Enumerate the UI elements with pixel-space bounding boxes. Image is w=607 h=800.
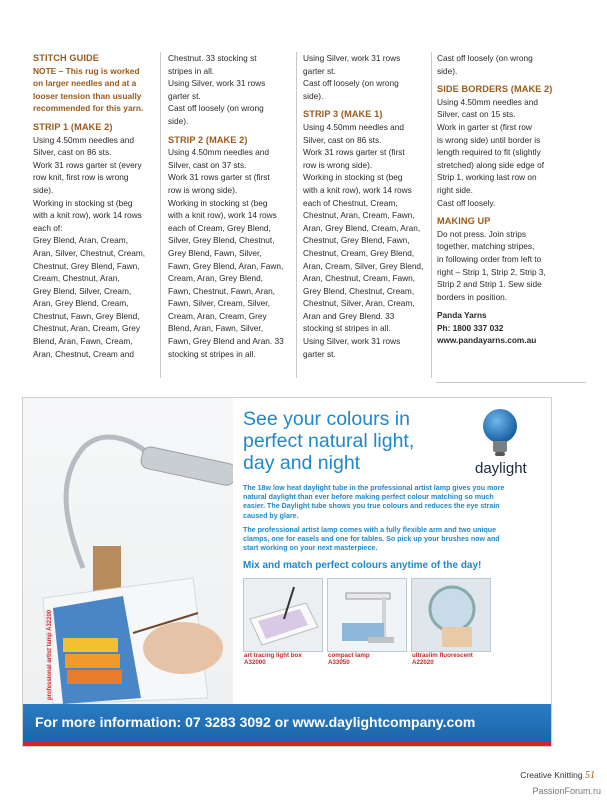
- para-line: start working on your next masterpiece.: [243, 544, 378, 553]
- text-line: Using 4.50mm needles and: [303, 121, 405, 132]
- daylight-advertisement: [22, 397, 552, 747]
- text-line: Aran, Cream, Silver, Grey Blend,: [303, 260, 424, 271]
- text-line: Aran and Grey Blend. 33: [303, 310, 395, 321]
- strip-1-heading: STRIP 1 (MAKE 2): [33, 121, 113, 132]
- text-line: Chestnut, Grey Blend, Fawn,: [303, 235, 410, 246]
- page-footer: [520, 770, 595, 781]
- text-line: Cream, Aran, Cream, Grey: [168, 310, 267, 321]
- text-line: side).: [33, 184, 54, 195]
- text-line: Silver, cast on 86 sts.: [303, 134, 382, 145]
- text-line: is wrong side) until border is: [437, 134, 541, 145]
- note-line: recommended for this yarn.: [33, 103, 144, 114]
- supplier-website[interactable]: www.pandayarns.com.au: [437, 335, 537, 346]
- magazine-name: Creative Knitting: [520, 770, 583, 780]
- para-line: clamps, one for easels and one for tables. So pick up your brushes now and: [243, 535, 500, 544]
- text-line: Using 4.50mm needles and: [168, 147, 270, 158]
- stitch-guide-heading: STITCH GUIDE: [33, 53, 100, 63]
- mix-and-match-tagline: Mix and match perfect colours anytime of the day!: [243, 560, 482, 571]
- text-line: Chestnut. 33 stocking st: [168, 53, 257, 63]
- note-line: NOTE – This rug is worked: [33, 65, 140, 76]
- text-line: Chestnut, Cream, Grey Blend,: [303, 247, 415, 258]
- ad-headline: [243, 408, 414, 474]
- supplier-phone: Ph: 1800 337 032: [437, 322, 504, 333]
- text-line: borders in position.: [437, 291, 508, 302]
- note-line: on larger needles and at a: [33, 78, 137, 89]
- text-line: Work 31 rows garter st (every: [33, 159, 142, 170]
- product-name: ultraslim fluorescent: [412, 652, 473, 659]
- ad-contact-info[interactable]: For more information: 07 3283 3092 or www.daylightcompany.com: [35, 714, 476, 730]
- text-line: Blend, Aran, Fawn, Cream,: [33, 336, 133, 347]
- text-line: Cream, Aran, Grey Blend,: [168, 273, 263, 284]
- column-4: [437, 52, 563, 347]
- text-line: stocking st stripes in all.: [303, 323, 391, 334]
- text-line: right side.: [437, 184, 473, 195]
- column-1: [33, 52, 155, 360]
- text-line: Using Silver, work 31 rows: [168, 78, 266, 89]
- text-line: with a knit row), work 14 rows: [303, 184, 412, 195]
- text-line: Chestnut, Aran, Cream, Grey: [33, 323, 140, 334]
- product-name: compact lamp: [328, 652, 370, 659]
- ad-paragraph-1: [243, 484, 543, 521]
- text-line: length required to fit (slightly: [437, 147, 541, 158]
- making-up-heading: MAKING UP: [437, 216, 491, 227]
- text-line: Using 4.50mm needles and: [437, 96, 539, 107]
- text-line: Fawn, Chestnut, Fawn, Aran,: [168, 285, 275, 296]
- text-line: with a knit row), work 14 rows: [168, 210, 277, 221]
- text-line: Strip 2 and Strip 1. Sew side: [437, 279, 542, 290]
- product-code: A33050: [328, 659, 350, 667]
- product-code: A32000: [244, 659, 266, 667]
- text-line: Working in stocking st (beg: [168, 197, 268, 208]
- text-line: in following order from left to: [437, 253, 542, 264]
- para-line: natural daylight than ever before making perfect colour matching so much: [243, 493, 494, 502]
- text-line: Using Silver, work 31 rows: [303, 336, 401, 347]
- text-line: stretched) along side edge of: [437, 159, 545, 170]
- text-line: Cast off loosely (on wrong: [303, 78, 399, 89]
- strip-2-heading: STRIP 2 (MAKE 2): [168, 134, 248, 145]
- text-line: row is wrong side).: [303, 159, 373, 170]
- product-thumb-compact-lamp: [327, 578, 407, 652]
- product-caption-compact-lamp: [328, 652, 370, 667]
- text-line: Fawn, Grey Blend and Aran. 33: [168, 336, 284, 347]
- text-line: Using Silver, work 31 rows: [303, 53, 401, 63]
- text-line: each of Cream, Grey Blend,: [168, 222, 271, 233]
- text-line: Cast off loosely (on wrong: [437, 53, 533, 63]
- text-line: Aran, Silver, Chestnut, Cream,: [33, 247, 146, 258]
- text-line: side).: [168, 115, 189, 126]
- text-line: garter st.: [303, 65, 336, 76]
- page-number: 51: [585, 770, 595, 781]
- para-line: caused by glare.: [243, 511, 299, 520]
- text-line: Cast off loosely.: [437, 197, 496, 208]
- product-caption-lightbox: [244, 652, 302, 667]
- lamp-illustration: [23, 398, 233, 704]
- side-borders-heading: SIDE BORDERS (MAKE 2): [437, 84, 553, 95]
- text-line: Fawn, Silver, Cream, Silver,: [168, 298, 270, 309]
- text-line: Chestnut, Fawn, Grey Blend,: [33, 310, 140, 321]
- text-line: Working in stocking st (beg: [33, 197, 133, 208]
- ad-red-stripe: [23, 742, 551, 746]
- strip-3-heading: STRIP 3 (MAKE 1): [303, 109, 383, 120]
- text-line: Aran, Chestnut, Cream, Fawn,: [303, 273, 416, 284]
- ad-footer-bar: [23, 704, 551, 746]
- text-line: Chestnut, Silver, Aran, Cream,: [303, 298, 415, 309]
- text-line: Strip 1, working last row on: [437, 172, 537, 183]
- note-line: looser tension than usually: [33, 90, 142, 101]
- daylight-logo-text: daylight: [475, 460, 527, 477]
- product-thumb-lightbox: [243, 578, 323, 652]
- column-divider: [431, 52, 432, 378]
- text-line: row is wrong side).: [168, 184, 238, 195]
- text-line: with a knit row), work 14 rows: [33, 210, 142, 221]
- column-divider: [160, 52, 161, 378]
- product-name: art tracing light box: [244, 652, 302, 659]
- text-line: together, matching stripes,: [437, 241, 535, 252]
- text-line: Working in stocking st (beg: [303, 172, 403, 183]
- text-line: Grey Blend, Fawn, Silver,: [168, 247, 262, 258]
- product-thumb-ultraslim: [411, 578, 491, 652]
- text-line: stripes in all.: [168, 65, 215, 76]
- text-line: Grey Blend, Silver, Cream,: [33, 285, 132, 296]
- artist-lamp-photo: [23, 398, 233, 704]
- watermark: PassionForum.ru: [532, 786, 601, 796]
- text-line: Chestnut, Aran, Cream, Fawn,: [303, 210, 415, 221]
- text-line: garter st.: [303, 348, 336, 359]
- headline-line: day and night: [243, 452, 361, 474]
- headline-line: See your colours in: [243, 408, 410, 430]
- text-line: Aran, Chestnut, Cream and: [33, 348, 134, 359]
- text-line: Work 31 rows garter st (first: [168, 172, 270, 183]
- product-caption-ultraslim: [412, 652, 473, 667]
- ad-paragraph-2: [243, 526, 543, 554]
- text-line: row knit, first row is wrong: [33, 172, 129, 183]
- text-line: Fawn, Grey Blend, Aran, Fawn,: [168, 260, 284, 271]
- vertical-product-label: professional artist lamp A32200: [47, 609, 53, 700]
- column-2: [168, 52, 294, 360]
- text-line: Work in garter st (first row: [437, 121, 532, 132]
- text-line: side).: [437, 65, 458, 76]
- text-line: Grey Blend, Aran, Cream,: [33, 235, 128, 246]
- text-line: Chestnut, Grey Blend, Fawn,: [33, 260, 140, 271]
- text-line: Using 4.50mm needles and: [33, 134, 135, 145]
- text-line: Silver, cast on 37 sts.: [168, 159, 247, 170]
- text-line: stocking st stripes in all.: [168, 348, 256, 359]
- section-rule: [436, 382, 586, 383]
- bulb-icon: [478, 408, 522, 458]
- headline-line: perfect natural light,: [243, 430, 415, 452]
- product-code: A22020: [412, 659, 434, 667]
- text-line: Silver, cast on 15 sts.: [437, 109, 516, 120]
- text-line: right – Strip 1, Strip 2, Strip 3,: [437, 266, 546, 277]
- text-line: Work 31 rows garter st (first: [303, 147, 405, 158]
- text-line: Aran, Grey Blend, Cream, Aran,: [303, 222, 421, 233]
- text-line: each of Chestnut, Cream,: [303, 197, 398, 208]
- text-line: Cream, Chestnut, Aran,: [33, 273, 120, 284]
- column-divider: [296, 52, 297, 378]
- text-line: Grey Blend, Chestnut, Cream,: [303, 285, 415, 296]
- text-line: Silver, Grey Blend, Chestnut,: [168, 235, 275, 246]
- text-line: Aran, Grey Blend, Cream,: [33, 298, 129, 309]
- para-line: The 18w low heat daylight tube in the professional artist lamp gives you more: [243, 484, 505, 492]
- para-line: The professional artist lamp comes with a fully flexible arm and two unique: [243, 526, 497, 534]
- text-line: Silver, cast on 86 sts.: [33, 147, 112, 158]
- text-line: Blend, Aran, Fawn, Silver,: [168, 323, 264, 334]
- text-line: Do not press. Join strips: [437, 228, 526, 239]
- supplier-name: Panda Yarns: [437, 310, 487, 321]
- para-line: easier. The Daylight tube shows you true colours and reduces the eye strain: [243, 502, 500, 511]
- text-line: each of:: [33, 222, 63, 233]
- text-line: Cast off loosely (on wrong: [168, 103, 264, 114]
- column-3: [303, 52, 431, 360]
- text-line: side).: [303, 90, 324, 101]
- text-line: garter st.: [168, 90, 201, 101]
